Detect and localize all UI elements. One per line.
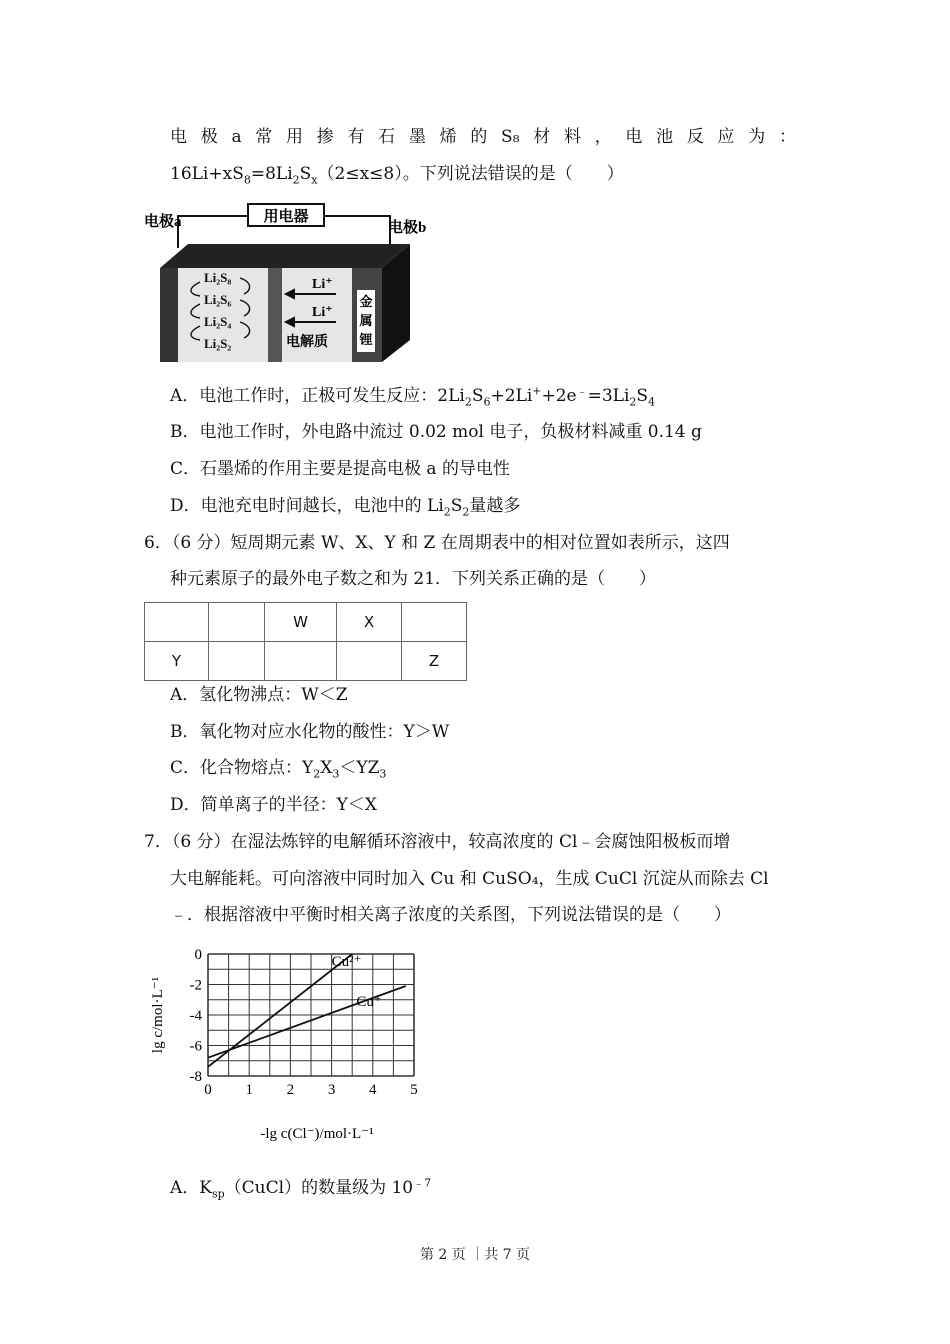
intro-word: 常 [255, 127, 273, 147]
table-row [145, 603, 467, 642]
text-run: S [471, 386, 484, 406]
q6-option-d: D．简单离子的半径：Y＜X [170, 795, 377, 815]
ion-label-1: Li⁺ [312, 277, 333, 292]
intro-word: 的 [470, 127, 488, 147]
electrolyte-label: 电解质 [286, 335, 328, 350]
q7-stem-line2: 大电解能耗。可向溶液中同时加入 Cu 和 CuSO₄，生成 CuCl 沉淀从而除去 Cl [170, 869, 769, 889]
text-run: =3Li [587, 386, 630, 406]
q5-intro-line1 [170, 126, 796, 148]
periodic-position-table [144, 602, 467, 681]
metal-lithium-3: 锂 [359, 332, 373, 347]
ion-concentration-chart [140, 940, 440, 1150]
y-tick-label: -8 [189, 1069, 202, 1085]
x-axis-label: -lg c(Cl⁻)/mol·L⁻¹ [260, 1126, 374, 1142]
intro-word: ： [778, 127, 796, 147]
table-cell [145, 603, 209, 642]
y-axis-label: lg c/mol·L⁻¹ [150, 976, 166, 1054]
subscript: 2 [313, 767, 321, 781]
y-tick-label: -4 [189, 1008, 202, 1024]
q6-option-c [170, 757, 386, 779]
intro-word: S₈ [501, 127, 520, 147]
species-li2s4: Li₂S₄ [204, 314, 232, 329]
q5-option-c: C．石墨烯的作用主要是提高电极 a 的导电性 [170, 459, 510, 479]
q6-stem-line2: 种元素原子的最外电子数之和为 21．下列关系正确的是（ ） [170, 569, 657, 589]
intro-word: a [231, 127, 242, 147]
intro-word: 材 [533, 127, 551, 147]
species-li2s2: Li₂S₂ [204, 336, 232, 351]
text-run: A．电池工作时，正极可发生反应：2Li [170, 386, 465, 406]
x-tick-label: 0 [204, 1082, 212, 1098]
table-cell [337, 642, 402, 681]
intro-word: 有 [347, 127, 365, 147]
intro-word: 为 [748, 127, 766, 147]
intro-word: 料 [563, 127, 581, 147]
x-tick-label: 3 [327, 1082, 336, 1098]
superscript: ﹣ [576, 384, 588, 398]
series-label: Cu²⁺ [331, 954, 362, 971]
subscript: 4 [648, 395, 656, 409]
text-run: C．化合物熔点：Y [170, 758, 314, 778]
table-cell: Y [145, 642, 209, 681]
intro-word: 石 [378, 127, 396, 147]
subscript: 2 [464, 395, 472, 409]
intro-word: 掺 [316, 127, 334, 147]
intro-word: 电 [625, 127, 643, 147]
q5-option-b: B．电池工作时，外电路中流过 0.02 mol 电子，负极材料减重 0.14 g [170, 422, 702, 442]
x-tick-label: 1 [245, 1082, 253, 1098]
intro-word: 反 [686, 127, 704, 147]
subscript: 3 [379, 767, 387, 781]
q5-option-a [170, 385, 655, 407]
subscript: 3 [332, 767, 340, 781]
q5-option-d: D．电池充电时间越长，电池中的 $Li_2S_2$量越多 [170, 496, 521, 519]
intro-word: 应 [717, 127, 735, 147]
table-cell: W [265, 603, 337, 642]
q7-stem-line1: 7．（6 分）在湿法炼锌的电解循环溶液中，较高浓度的 Cl﹣会腐蚀阳极板而增 [144, 832, 731, 852]
table-row [145, 642, 467, 681]
intro-word: 池 [656, 127, 674, 147]
page-footer: 第 2 页 ｜共 7 页 [419, 1247, 531, 1263]
metal-lithium-1: 金 [359, 294, 373, 309]
text-run: S [636, 386, 649, 406]
text-run: +2Li [490, 386, 533, 406]
x-tick-label: 5 [410, 1082, 418, 1098]
intro-word: 电 [170, 127, 187, 147]
text-run: X [320, 758, 333, 778]
series-label: Cu⁺ [356, 993, 382, 1010]
subscript: 2 [629, 395, 637, 409]
battery-diagram [140, 198, 440, 370]
text-run: ＜YZ [339, 758, 380, 778]
q7-option-a: A．$K_{sp}(CuCl)$的数量级为 $10^{﹣7}$ [170, 1176, 432, 1201]
intro-word: 极 [200, 127, 218, 147]
intro-word: 烯 [439, 127, 457, 147]
q6-option-a: A．氢化物沸点：W＜Z [170, 685, 348, 705]
x-tick-label: 4 [369, 1082, 377, 1098]
q7-stem-line3: ﹣．根据溶液中平衡时相关离子浓度的关系图，下列说法错误的是（ ） [170, 905, 731, 925]
y-tick-label: -6 [189, 1038, 202, 1055]
electrode-b-label: 电极b [388, 220, 427, 236]
species-li2s8: Li₂S₈ [204, 270, 232, 285]
superscript: + [532, 384, 542, 398]
table-cell [265, 642, 337, 681]
subscript: 6 [483, 395, 491, 409]
text-run: +2e [541, 386, 577, 406]
q6-option-b: B．氧化物对应水化物的酸性：Y＞W [170, 722, 450, 742]
intro-word: 用 [286, 127, 304, 147]
intro-word: 墨 [408, 127, 426, 147]
table-cell: X [337, 603, 402, 642]
table-cell: Z [402, 642, 467, 681]
table-cell [402, 603, 467, 642]
species-li2s6: Li₂S₆ [204, 292, 232, 307]
ion-label-2: Li⁺ [312, 305, 333, 320]
q5-intro-line2: $16Li+xS_8=8Li_2S_x(2\le x\le 8)$。下列说法错误的是（ ） [170, 164, 624, 187]
table-cell [209, 642, 265, 681]
intro-word: ， [594, 127, 612, 147]
electrode-a-label: 电极a [144, 214, 182, 230]
table-cell [209, 603, 265, 642]
y-tick-label: 0 [194, 947, 202, 963]
q6-stem-line1: 6．（6 分）短周期元素 W、X、Y 和 Z 在周期表中的相对位置如表所示，这四 [144, 533, 730, 553]
device-label: 用电器 [263, 209, 309, 225]
metal-lithium-2: 属 [359, 313, 373, 328]
y-tick-label: -2 [189, 977, 202, 994]
x-tick-label: 2 [286, 1082, 295, 1098]
